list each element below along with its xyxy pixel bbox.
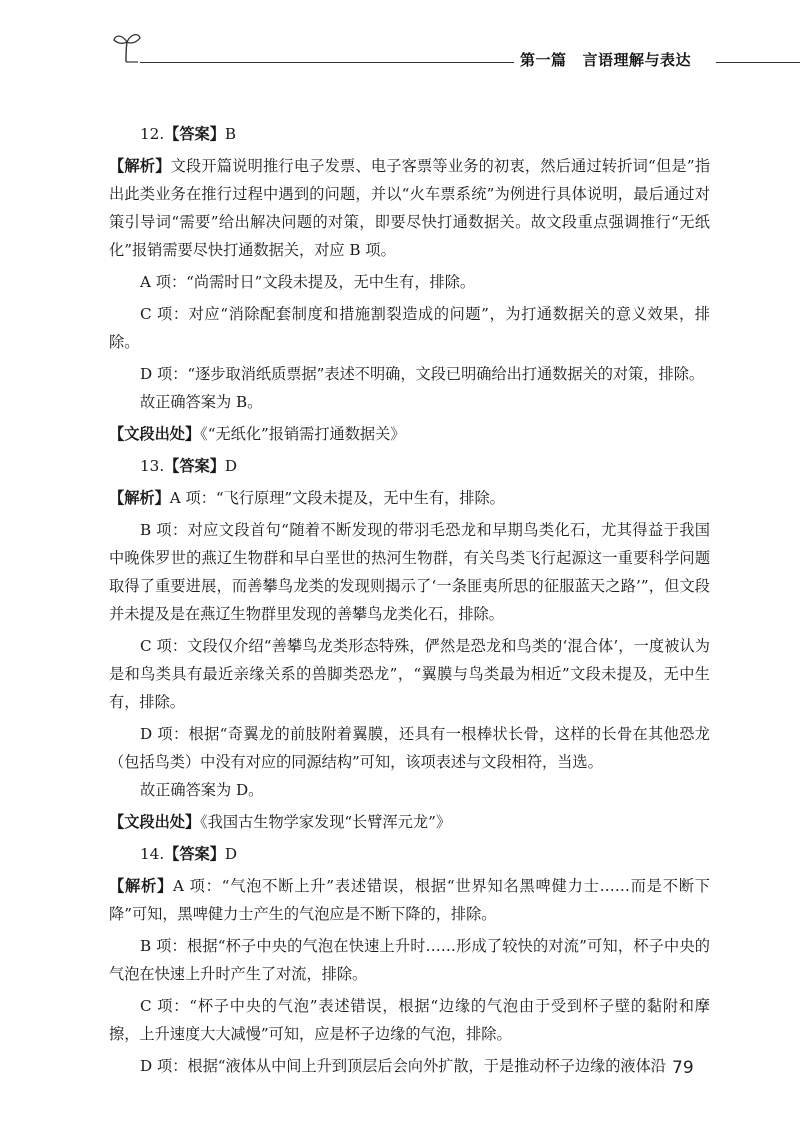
source-13 [109, 808, 710, 836]
option-d-12: D 项：“逐步取消纸质票据”表述不明确，文段已明确给出打通数据关的对策，排除。 [140, 365, 705, 383]
question-number: 12. [140, 125, 165, 143]
header-title [520, 49, 691, 70]
answer-tag: 【答案】 [164, 457, 225, 475]
answer-tag: 【答案】 [164, 125, 225, 143]
explanation-12 [109, 152, 710, 264]
option-c-13: C 项：文段仅介绍“善攀鸟龙类形态特殊，俨然是恐龙和鸟类的‘混合体’，一度被认为是和鸟类具有最近亲缘关系的兽脚类恐龙”，“翼膜与鸟类最为相近”文段未提及，无中生有，排除。 [109, 637, 710, 711]
page-number: 79 [672, 1058, 694, 1078]
page-header [0, 0, 800, 80]
answer-13 [109, 452, 710, 480]
question-number: 13. [140, 457, 165, 475]
answer-12 [109, 120, 710, 148]
explanation-tag: 【解析】 [109, 877, 174, 895]
header-rule-right [716, 62, 800, 63]
question-number: 14. [140, 845, 165, 863]
source-12 [109, 420, 710, 448]
source-tag: 【文段出处】 [109, 813, 201, 831]
explanation-tag: 【解析】 [109, 489, 170, 507]
sprout-icon [112, 28, 142, 64]
explanation-text: A 项：“气泡不断上升”表述错误，根据“世界知名黑啤健力士……而是不断下降”可知，黑啤健力士产生的气泡应是不断下降的，排除。 [109, 877, 710, 923]
header-part: 第一篇 [520, 51, 567, 69]
header-rule-left [140, 62, 514, 63]
explanation-13 [109, 484, 710, 512]
answer-value: D [224, 457, 238, 475]
answer-tag: 【答案】 [164, 845, 225, 863]
source-text: 《“无纸化”报销需打通数据关》 [200, 425, 406, 443]
option-b-14: B 项：根据“杯子中央的气泡在快速上升时……形成了较快的对流”可知，杯子中央的气泡在快速上升时产生了对流，排除。 [109, 937, 710, 983]
answer-value: B [224, 125, 237, 143]
conclusion-13: 故正确答案为 D。 [140, 781, 264, 799]
header-section-title: 言语理解与表达 [582, 51, 692, 69]
source-tag: 【文段出处】 [109, 425, 201, 443]
explanation-14 [109, 872, 710, 928]
explanation-text: A 项：“飞行原理”文段未提及，无中生有，排除。 [169, 489, 505, 507]
answer-value: D [224, 845, 238, 863]
option-c-12: C 项：对应“消除配套制度和措施割裂造成的问题”，为打通数据关的意义效果，排除。 [109, 305, 710, 351]
option-c-14: C 项：“杯子中央的气泡”表述错误，根据“边缘的气泡由于受到杯子壁的黏附和摩擦，上升速度大大减慢”可知，应是杯子边缘的气泡，排除。 [109, 997, 710, 1043]
answer-14 [109, 840, 710, 868]
option-a-12: A 项：“尚需时日”文段未提及，无中生有，排除。 [140, 273, 476, 291]
page-content [109, 120, 710, 1080]
conclusion-12: 故正确答案为 B。 [140, 393, 263, 411]
option-d-14: D 项：根据“液体从中间上升到顶层后会向外扩散，于是推动杯子边缘的液体沿 [140, 1057, 666, 1075]
explanation-text: 文段开篇说明推行电子发票、电子客票等业务的初衷，然后通过转折词“但是”指出此类业务在推行过程中遇到的问题，并以“火车票系统”为例进行具体说明，最后通过对策引导词“需要”给出解决问题的对策，即要尽快打通数据关。故文段重点强调推行“无纸化”报销需要尽快打通数据关，对应 B 项。 [109, 157, 711, 259]
option-d-13: D 项：根据“奇翼龙的前肢附着翼膜，还具有一根棒状长骨，这样的长骨在其他恐龙（包括鸟类）中没有对应的同源结构”可知，该项表述与文段相符，当选。 [109, 725, 710, 771]
source-text: 《我国古生物学家发现“长臂浑元龙”》 [200, 813, 452, 831]
option-b-13: B 项：对应文段首句“随着不断发现的带羽毛恐龙和早期鸟类化石，尤其得益于我国中晚侏罗世的燕辽生物群和早白垩世的热河生物群，有关鸟类飞行起源这一重要科学问题取得了重要进展，而善攀鸟龙类的发现则揭示了‘一条匪夷所思的征服蓝天之路’”，但文段并未提及是在燕辽生物群里发现的善攀鸟龙类化石，排除。 [109, 521, 710, 623]
explanation-tag: 【解析】 [109, 157, 171, 175]
